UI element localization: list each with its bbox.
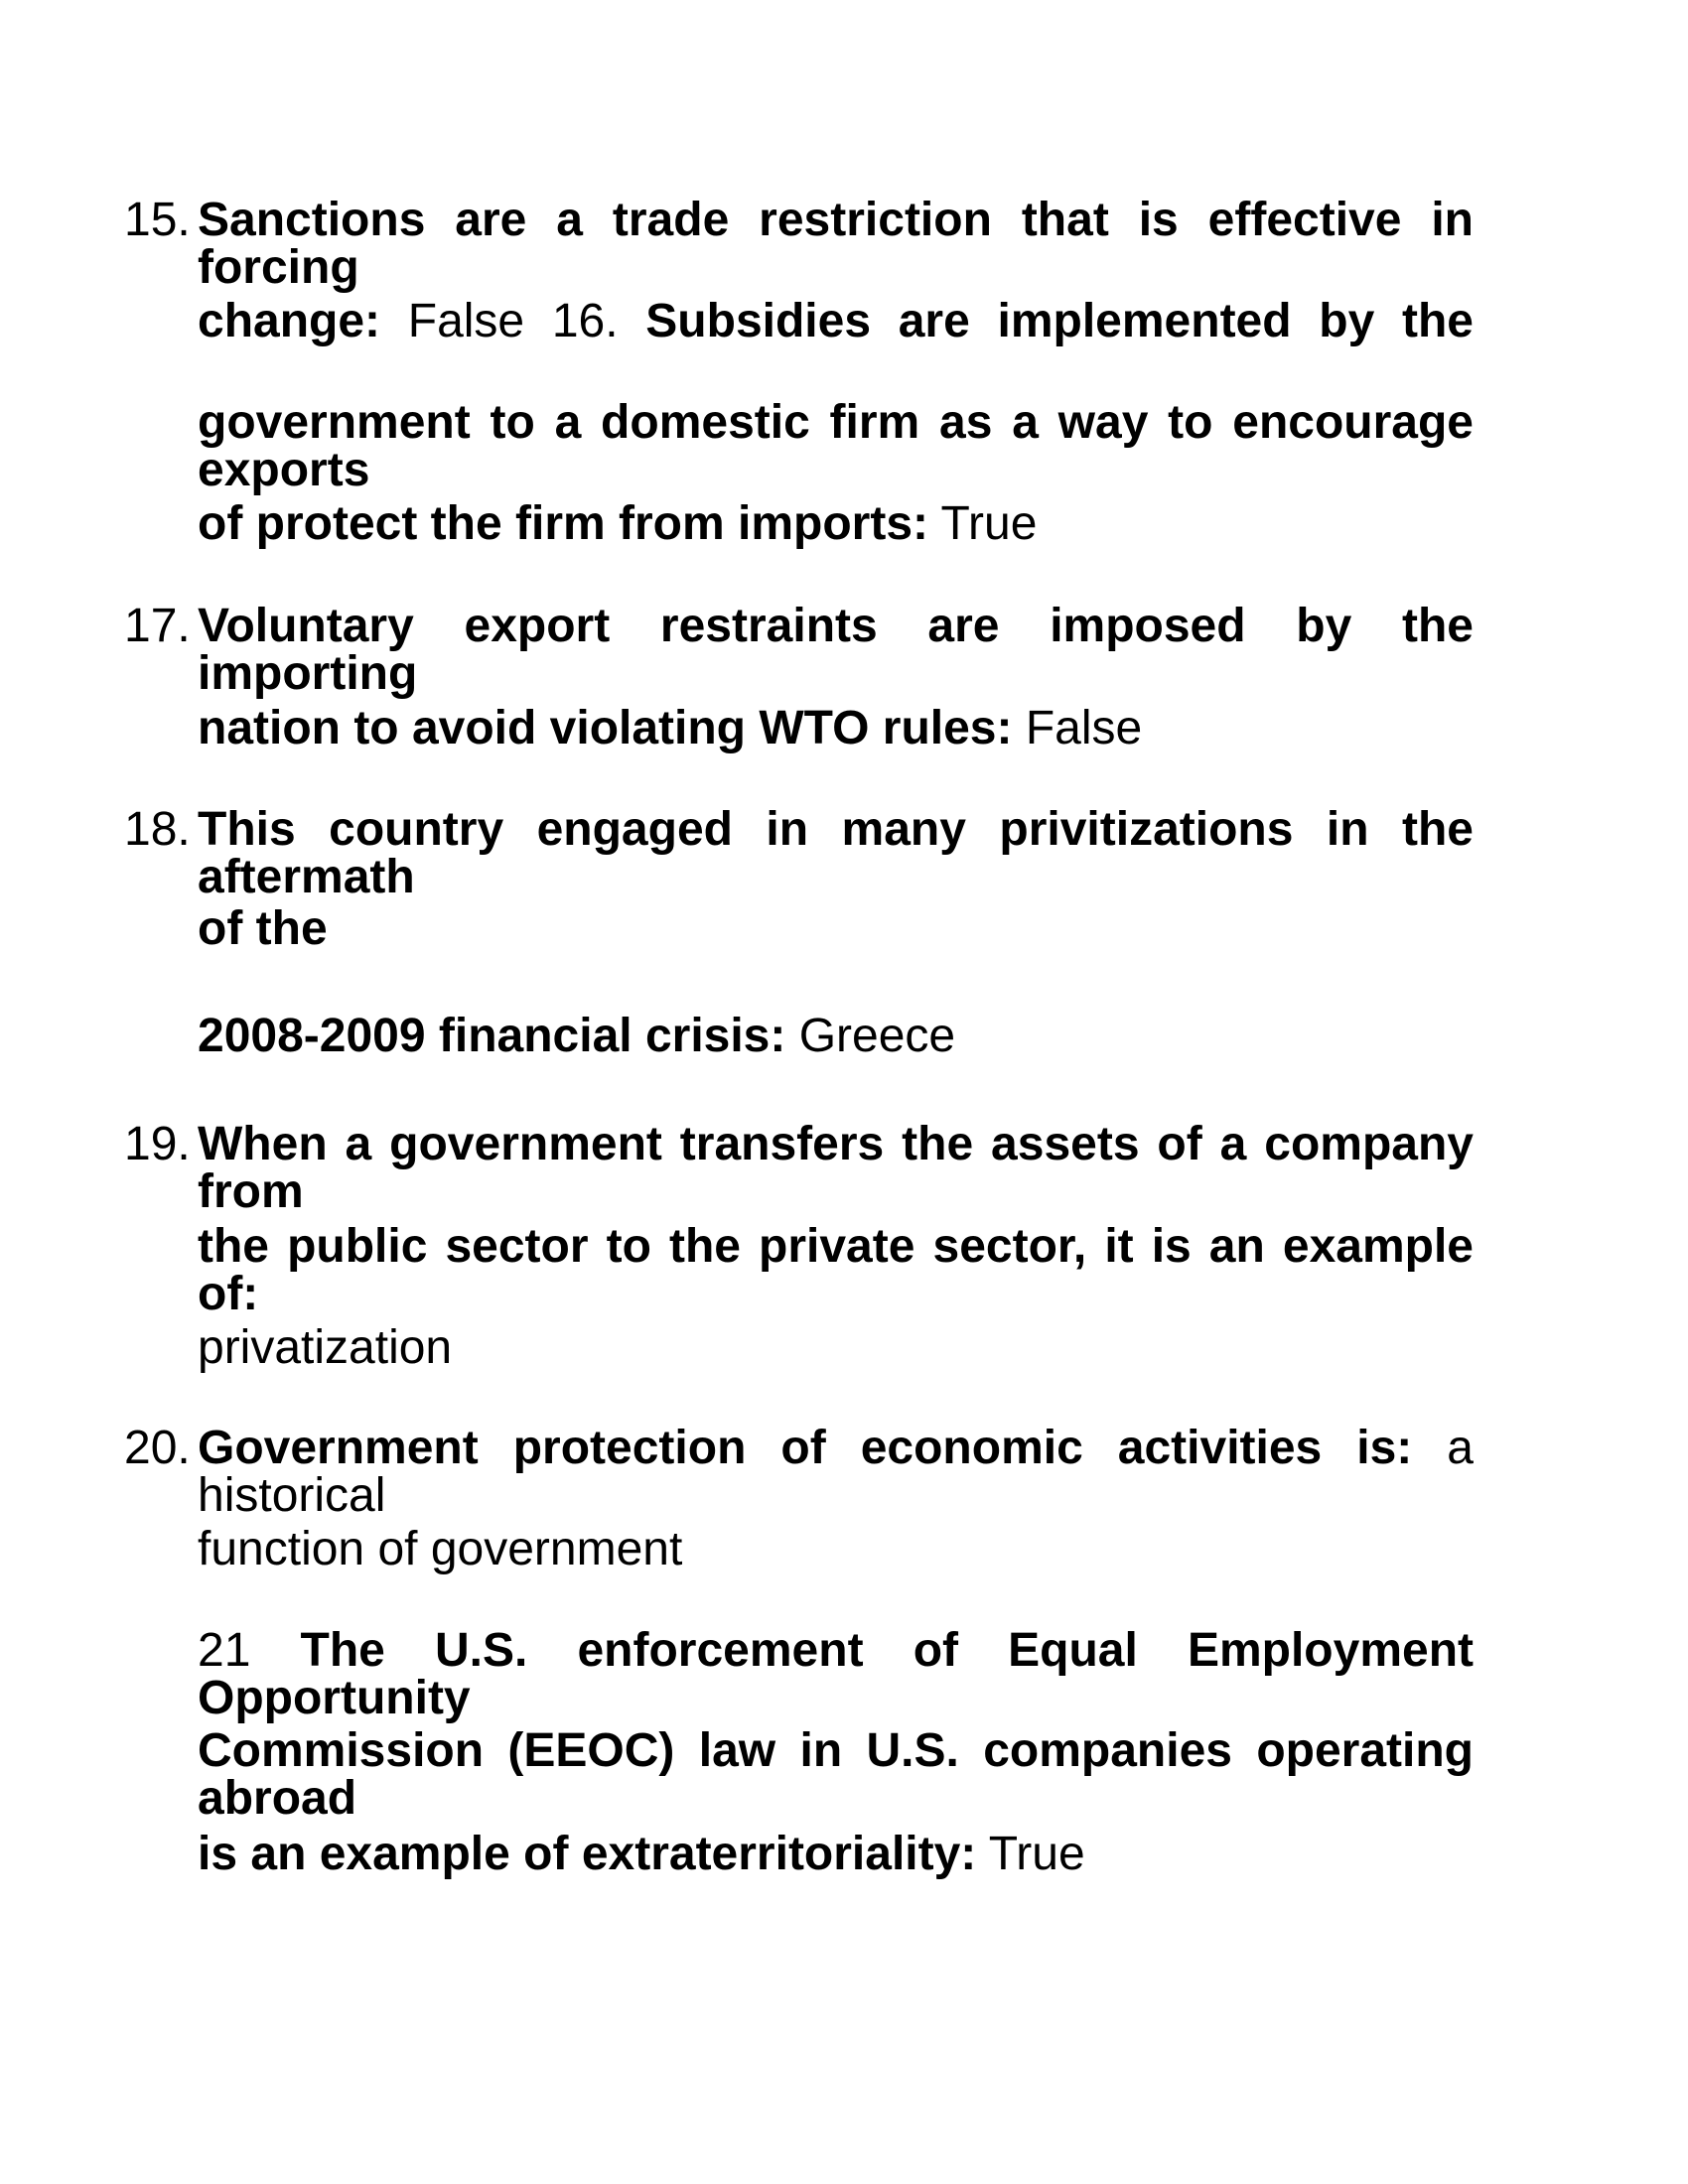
question-18-line-2	[198, 902, 1474, 965]
question-text: Government protection of economic activities is:	[198, 1422, 1413, 1474]
question-text: Sanctions are a trade restriction that is effective in forcing	[198, 194, 1474, 294]
answer-text: True	[988, 1828, 1085, 1880]
question-19-line-3	[198, 1321, 1474, 1384]
answer-text: True	[940, 497, 1038, 550]
question-16-text: Subsidies are implemented by the	[645, 295, 1474, 347]
question-text: the public sector to the private sector, it is an example of:	[198, 1220, 1474, 1320]
question-21-line-1	[198, 1624, 1474, 1724]
question-text: change:	[198, 295, 381, 347]
answer-text: a historical	[198, 1422, 1474, 1522]
item-number-18: 18.	[124, 803, 191, 856]
item-number-20: 20.	[124, 1422, 191, 1474]
answer-text: privatization	[198, 1321, 453, 1374]
question-17-line-1	[198, 600, 1474, 700]
answer-text: function of government	[198, 1523, 683, 1575]
question-20-line-2	[198, 1523, 1474, 1585]
question-21-line-3	[198, 1828, 1474, 1890]
question-text: of protect the firm from imports:	[198, 497, 929, 550]
question-15-line-1	[198, 194, 1474, 294]
answer-text: False 16.	[407, 295, 619, 347]
question-text: 2008-2009 financial crisis:	[198, 1010, 786, 1062]
answer-text: False	[1025, 702, 1143, 754]
answer-text: Greece	[798, 1010, 956, 1062]
question-15-line-2	[198, 295, 1474, 357]
question-19-line-1	[198, 1118, 1474, 1218]
question-text: Commission (EEOC) law in U.S. companies operating abroad	[198, 1724, 1474, 1825]
question-21-line-2	[198, 1724, 1474, 1825]
item-number-15: 15.	[124, 194, 191, 246]
item-number-17: 17.	[124, 600, 191, 652]
question-18-line-3	[198, 1010, 1474, 1072]
question-18-line-1	[198, 803, 1474, 903]
question-text: The U.S. enforcement of Equal Employment Opportunity	[198, 1624, 1474, 1724]
question-text: This country engaged in many privitizations in the aftermath	[198, 803, 1474, 903]
question-text: When a government transfers the assets of a company from	[198, 1118, 1474, 1218]
question-text: government to a domestic firm as a way to encourage exports	[198, 396, 1474, 496]
item-number-21: 21	[198, 1624, 251, 1677]
question-19-line-2	[198, 1220, 1474, 1320]
question-16-line-3	[198, 497, 1474, 560]
item-number-19: 19.	[124, 1118, 191, 1170]
question-20-line-1	[198, 1422, 1474, 1522]
question-16-line-2	[198, 396, 1474, 496]
question-text: nation to avoid violating WTO rules:	[198, 702, 1013, 754]
question-17-line-2	[198, 702, 1474, 764]
question-text: is an example of extraterritoriality:	[198, 1828, 977, 1880]
question-text: Voluntary export restraints are imposed by the importing	[198, 600, 1474, 700]
question-text: of the	[198, 902, 328, 955]
